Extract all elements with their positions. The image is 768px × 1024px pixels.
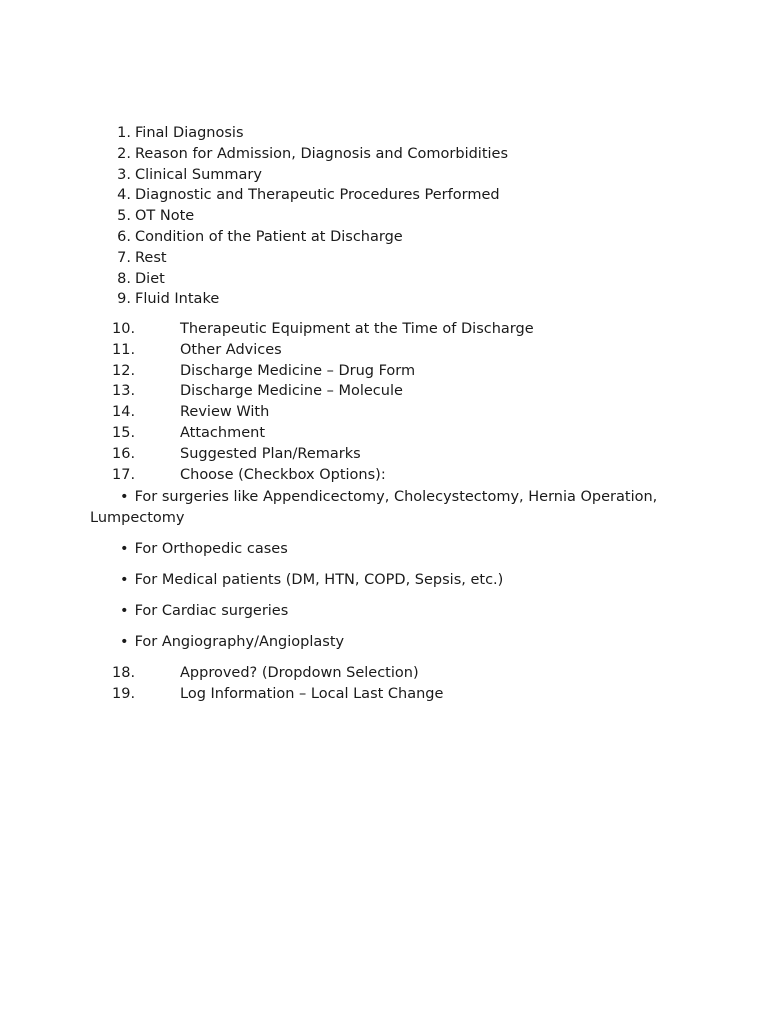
item-text: Discharge Medicine – Molecule (180, 383, 403, 400)
bullet-text: For Medical patients (DM, HTN, COPD, Sepsis, etc.) (134, 572, 504, 588)
bullet-text: For Orthopedic cases (134, 541, 288, 557)
item-number: 16. (112, 445, 136, 462)
list-item (90, 319, 710, 340)
bullet-item (90, 601, 700, 622)
list-item (90, 289, 710, 310)
item-text: Attachment (180, 424, 266, 441)
item-number: 13. (112, 383, 136, 400)
item-number: 4. (117, 187, 131, 204)
item-text: Therapeutic Equipment at the Time of Discharge (180, 321, 534, 337)
item-number: 1. (117, 125, 131, 141)
bullet-mark: • (120, 572, 129, 588)
list-item (90, 269, 710, 290)
item-number: 7. (117, 249, 131, 266)
item-number: 19. (112, 685, 136, 702)
item-text: Other Advices (180, 341, 282, 358)
item-text: Suggested Plan/Remarks (180, 445, 361, 462)
item-text: Approved? (Dropdown Selection) (180, 665, 419, 681)
item-number: 17. (112, 466, 136, 483)
bullet-item (90, 539, 700, 560)
numbered-list-part-3 (90, 663, 710, 705)
bullet-item (90, 487, 700, 529)
item-text: OT Note (135, 208, 195, 225)
item-number: 18. (112, 665, 136, 681)
list-item (90, 144, 710, 165)
list-item (90, 402, 710, 423)
list-item (90, 206, 710, 227)
item-text: Reason for Admission, Diagnosis and Comorbidities (135, 145, 509, 162)
item-number: 11. (112, 341, 136, 358)
item-text: Clinical Summary (135, 166, 262, 183)
list-item (90, 165, 710, 186)
list-item (90, 227, 710, 248)
item-number: 6. (117, 228, 131, 245)
bullet-text: For surgeries like Appendicectomy, Cholecystectomy, Hernia Operation, Lumpectomy (90, 489, 658, 526)
item-number: 9. (117, 291, 131, 308)
bullet-text: For Cardiac surgeries (134, 603, 289, 619)
list-item (90, 465, 710, 486)
list-item (90, 361, 710, 382)
list-item (90, 663, 710, 684)
bullet-text: For Angiography/Angioplasty (134, 634, 345, 650)
list-item (90, 444, 710, 465)
item-text: Discharge Medicine – Drug Form (180, 362, 416, 379)
list-item (90, 248, 710, 269)
checkbox-options-bullet-list (90, 487, 700, 663)
numbered-list-part-1 (90, 123, 710, 310)
item-number: 5. (117, 208, 131, 225)
list-item (90, 423, 710, 444)
list-item (90, 381, 710, 402)
item-number: 12. (112, 362, 136, 379)
bullet-item (90, 632, 700, 653)
bullet-mark: • (120, 489, 129, 505)
item-text: Log Information – Local Last Change (180, 685, 444, 702)
list-item (90, 185, 710, 206)
item-number: 15. (112, 424, 136, 441)
item-number: 14. (112, 404, 136, 421)
numbered-list-part-2 (90, 319, 710, 485)
item-text: Final Diagnosis (135, 125, 244, 141)
bullet-mark: • (120, 541, 129, 557)
item-text: Rest (135, 249, 167, 266)
item-text: Diagnostic and Therapeutic Procedures Performed (135, 187, 500, 204)
item-text: Condition of the Patient at Discharge (135, 228, 403, 245)
item-number: 10. (112, 321, 136, 337)
item-text: Diet (135, 270, 165, 287)
item-number: 8. (117, 270, 131, 287)
list-item (90, 340, 710, 361)
bullet-mark: • (120, 603, 129, 619)
list-item (90, 123, 710, 144)
item-number: 2. (117, 145, 131, 162)
bullet-item (90, 570, 700, 591)
item-number: 3. (117, 166, 131, 183)
item-text: Choose (Checkbox Options): (180, 466, 386, 483)
list-item (90, 684, 710, 705)
bullet-mark: • (120, 634, 129, 650)
item-text: Fluid Intake (135, 291, 220, 308)
item-text: Review With (180, 404, 270, 421)
